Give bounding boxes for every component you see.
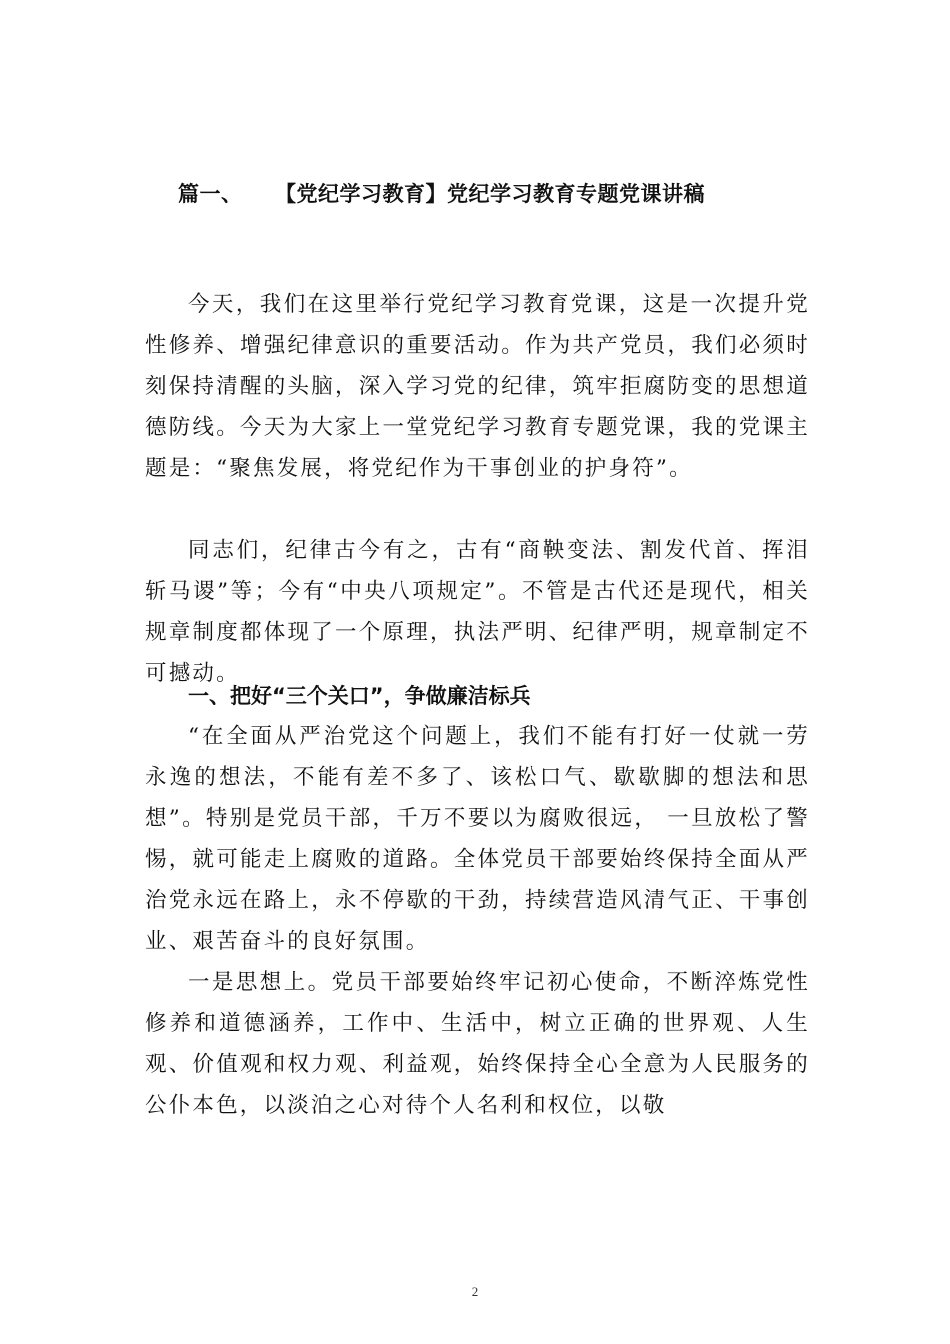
title-main: 【党纪学习教育】党纪学习教育专题党课讲稿	[275, 182, 705, 206]
page-number: 2	[471, 1284, 479, 1299]
document-title	[178, 178, 705, 208]
section-paragraph-quote: “在全面从严治党这个问题上，我们不能有打好一仗就一劳永逸的想法，不能有差不多了、该松口气、歇歇脚的想法和思想”。特别是党员干部，千万不要以为腐败很远， 一旦放松了警惕，就可能走上腐败的道路。全体党员干部要始终保持全面从严治党永远在路上，永不停歇的干劲，持续营造风清气正、干事创业、艰苦奋斗的良好氛围。	[145, 724, 810, 954]
title-prefix: 篇一、	[178, 182, 243, 206]
section-paragraph-thought: 一是思想上。党员干部要始终牢记初心使命，不断淬炼党性修养和道德涵养，工作中、生活中，树立正确的世界观、人生观、价值观和权力观、利益观，始终保持全心全意为人民服务的公仆本色，以淡泊之心对待个人名利和权位，以敬	[145, 970, 810, 1118]
history-paragraph: 同志们，纪律古今有之，古有“商鞅变法、割发代首、挥泪斩马谡”等；今有“中央八项规定”。不管是古代还是现代，相关规章制度都体现了一个原理，执法严明、纪律严明，规章制定不可撼动。	[145, 538, 810, 686]
section-heading: 一、把好“三个关口”，争做廉洁标兵	[188, 684, 531, 708]
intro-paragraph: 今天，我们在这里举行党纪学习教育党课，这是一次提升党性修养、增强纪律意识的重要活动。作为共产党员，我们必须时刻保持清醒的头脑，深入学习党的纪律，筑牢拒腐防变的思想道德防线。今天为大家上一堂党纪学习教育专题党课，我的党课主题是：“聚焦发展，将党纪作为干事创业的护身符”。	[145, 292, 810, 481]
